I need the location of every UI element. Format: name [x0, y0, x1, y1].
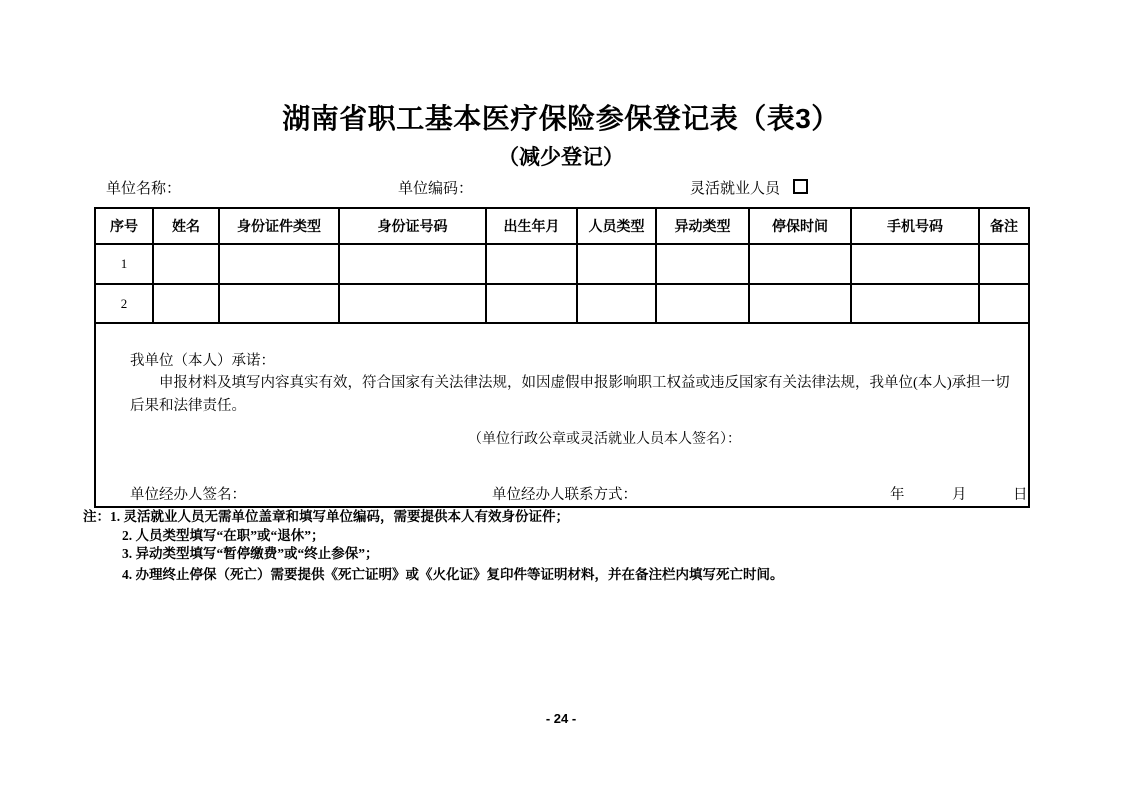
registration-table	[94, 207, 1030, 508]
date-day-label: 日	[1013, 487, 1028, 503]
note-line-4: 4. 办理终止停保（死亡）需要提供《死亡证明》或《火化证》复印件等证明材料，并在备注栏内填写死亡时间。	[122, 566, 784, 582]
note-line-1	[83, 508, 784, 527]
empty-cell	[219, 284, 339, 323]
empty-cell	[339, 284, 486, 323]
empty-cell	[979, 284, 1029, 323]
agent-contact-label: 单位经办人联系方式：	[492, 487, 637, 503]
note-prefix: 注：	[83, 509, 110, 524]
empty-cell	[153, 244, 219, 284]
column-header-change-type: 异动类型	[656, 208, 749, 244]
unit-name-label: 单位名称：	[106, 181, 182, 197]
empty-cell	[339, 244, 486, 284]
commitment-cell	[95, 323, 1029, 507]
page-subtitle: （减少登记）	[498, 146, 624, 169]
note-item: 1. 灵活就业人员无需单位盖章和填写单位编码，需要提供本人有效身份证件；	[110, 509, 569, 524]
table-row	[95, 244, 1029, 284]
empty-cell	[486, 284, 577, 323]
table-row	[95, 284, 1029, 323]
empty-cell	[749, 244, 851, 284]
flexible-employment-label: 灵活就业人员	[690, 181, 781, 197]
empty-cell	[153, 284, 219, 323]
column-header-seq: 序号	[95, 208, 153, 244]
empty-cell	[979, 244, 1029, 284]
empty-cell	[851, 244, 979, 284]
page-number: - 24 -	[545, 711, 577, 726]
empty-cell	[219, 244, 339, 284]
table-header-row	[95, 208, 1029, 244]
empty-cell	[851, 284, 979, 323]
unit-code-label: 单位编码：	[398, 181, 474, 197]
page-title: 湖南省职工基本医疗保险参保登记表（表3）	[282, 103, 840, 134]
promise-body: 申报材料及填写内容真实有效，符合国家有关法律法规，如因虚假申报影响职工权益或违反国家有关法律法规，我单位(本人)承担一切后果和法律责任。	[130, 375, 1010, 414]
empty-cell	[656, 244, 749, 284]
empty-cell	[749, 284, 851, 323]
promise-title: 我单位（本人）承诺：	[130, 353, 275, 369]
column-header-id-number: 身份证号码	[339, 208, 486, 244]
note-line-3: 3. 异动类型填写“暂停缴费”或“终止参保”；	[122, 546, 379, 561]
row-seq-cell: 1	[95, 244, 153, 284]
column-header-name: 姓名	[153, 208, 219, 244]
empty-cell	[577, 284, 656, 323]
row-seq-cell: 2	[95, 284, 153, 323]
column-header-mobile: 手机号码	[851, 208, 979, 244]
commitment-content	[96, 324, 1028, 506]
note-line-2: 2. 人员类型填写“在职”或“退休”；	[122, 527, 325, 543]
commitment-row	[95, 323, 1029, 507]
flexible-employment-checkbox	[793, 179, 808, 194]
agent-sign-label: 单位经办人签名：	[130, 487, 246, 503]
empty-cell	[486, 244, 577, 284]
column-header-remark: 备注	[979, 208, 1029, 244]
footnotes	[83, 508, 784, 584]
column-header-id-type: 身份证件类型	[219, 208, 339, 244]
date-year-label: 年	[890, 487, 905, 503]
empty-cell	[656, 284, 749, 323]
seal-signature-line: （单位行政公章或灵活就业人员本人签名）：	[468, 432, 741, 447]
column-header-stop-time: 停保时间	[749, 208, 851, 244]
column-header-birth: 出生年月	[486, 208, 577, 244]
empty-cell	[577, 244, 656, 284]
date-month-label: 月	[952, 487, 967, 503]
column-header-person-type: 人员类型	[577, 208, 656, 244]
